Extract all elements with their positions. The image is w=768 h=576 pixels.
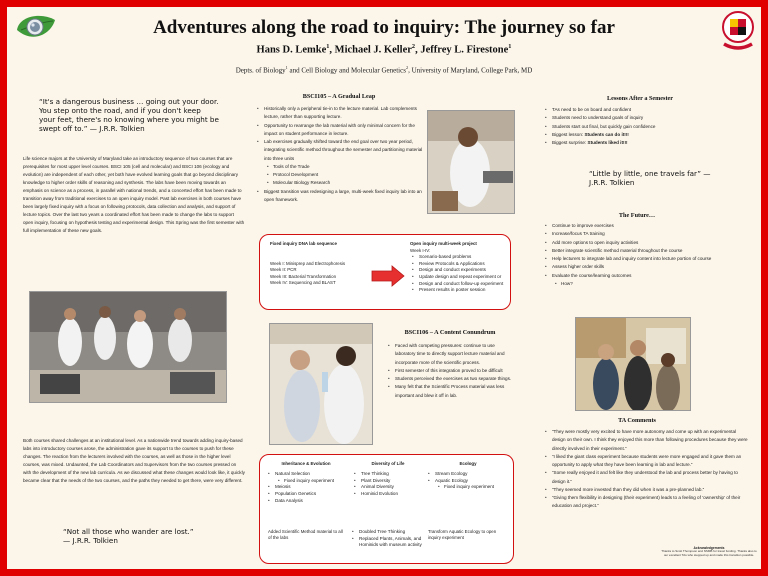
bsci106-item: • Faced with competing pressures: continue to use laboratory time to directly support lecture material and incorporate more of the scientific process. — [388, 342, 514, 367]
unit-item: • Animal Diversity — [354, 484, 426, 491]
affiliation-part-2: and Cell Biology and Molecular Genetics — [287, 66, 406, 75]
open-inquiry-title: Open inquiry multi-week project — [410, 241, 477, 246]
ta-comment: • “Giving them flexibility in designing (their experiment) leads to a feeling of ‘ownership’ of their education and project.” — [545, 494, 749, 511]
tolkien-quote-3: “Little by little, one travels far” — J.R.R. Tolkien — [589, 169, 711, 187]
author-3-affil: 1 — [508, 43, 512, 50]
bsci105-item: • Biggest transition was redesigning a large, multi-week fixed inquiry lab into an open framework. — [257, 188, 427, 205]
affiliation-sup-2: 2 — [405, 65, 409, 70]
author-3: Jeffrey L. Firestone — [420, 44, 509, 56]
poster-title: Adventures along the road to inquiry: The journey so far — [153, 17, 615, 38]
future-item: • Assess higher order skills — [545, 263, 751, 271]
bsci105-subitem: • Protocol Development — [257, 171, 427, 179]
unit-change-ecology: Transform Aquatic Ecology to open inquiry experiment — [428, 529, 497, 541]
author-1-affil: 1 — [326, 43, 330, 50]
bsci105-comparison-box — [259, 234, 511, 310]
transition-arrow — [370, 265, 406, 287]
lesson-text: Biggest surprise: — [552, 140, 588, 146]
unit-heading-diversity: Diversity of Life — [371, 461, 405, 466]
week-item: Week I: Minisprep and Electrophoresis — [270, 261, 346, 266]
bsci105-heading: BSCI105 – A Gradual Leap — [302, 93, 376, 100]
lessons-heading: Lessons After a Semester — [606, 95, 674, 102]
lesson-text: Students start out final, but quickly gain confidence — [552, 123, 656, 129]
lessons-list — [545, 106, 745, 147]
students-group-photo — [575, 317, 691, 411]
unit-item: • Population Genetics — [268, 491, 350, 498]
bsci105-bullets — [257, 105, 427, 204]
unit-heading-inheritance: Inheritance & Evolution — [281, 461, 331, 466]
ta-comments-heading: TA Comments — [618, 417, 656, 424]
unit-item: • Data Analysis — [268, 498, 350, 505]
challenges-paragraph: Both courses shared challenges at an institutional level. As a nationwide trend towards adding inquiry-based labs into introductory courses arose, the administration gave its support to the courses to push for these changes. The reaction from the lecturers involved with the courses, as well as those in the higher level courses, was mixed. Undaunted, the Lab Coordinators and Supervisors from the two courses pressed on with the development of the new lab curricula. As we discussed what these changes would look like, it quickly became clear that the needs of the two courses, and the paths they needed to get there, were very different. — [23, 438, 245, 484]
affiliation-part-1: Depts. of Biology — [235, 66, 286, 75]
future-subitem: • How? — [545, 280, 751, 288]
lesson-emphasis: Students can do it!!! — [584, 131, 629, 137]
future-item: • Better integrate scientific method material throughout the course — [545, 247, 751, 255]
author-1: Hans D. Lemke — [256, 44, 327, 56]
unit-list-diversity — [354, 471, 426, 498]
unit-item: • Stream Ecology — [428, 471, 512, 478]
open-step: • Design and conduct follow-up experiment — [412, 281, 506, 288]
future-heading: The Future… — [618, 212, 656, 219]
lesson-item — [545, 139, 745, 147]
ta-comment: • “They seemed more invested than they did when it was a pre-planned lab.” — [545, 486, 749, 494]
lab-classroom-photo — [29, 291, 227, 403]
lesson-item — [545, 131, 745, 139]
lesson-item — [545, 114, 745, 122]
open-step: • Present results in poster session — [412, 287, 506, 294]
unit-heading-ecology: Ecology — [459, 461, 477, 466]
future-item: • Continue to improve exercises — [545, 222, 751, 230]
open-inquiry-steps — [412, 254, 506, 294]
ta-comment: • “They were mostly very excited to have more autonomy and come up with an experimental design on their own. I think they enjoyed this more than following procedures because they were directly involved in their experiment.” — [545, 428, 749, 453]
bsci106-item: • Many felt that the Scientific Process material was less important and blew it off in lab. — [388, 383, 514, 400]
open-step: • Update design and repeat experiment or — [412, 274, 506, 281]
ta-comment: • “I liked the giant class experiment because students were more engaged and it gave them an opportunity to apply what they have been learning in lab and lecture.” — [545, 453, 749, 470]
tolkien-quote-2: “Not all those who wander are lost.” — J.R.R. Tolkien — [63, 527, 194, 545]
future-item: • Add more options to open inquiry activities — [545, 239, 751, 247]
open-step: • Design and conduct experiments — [412, 267, 506, 274]
bsci106-bullets — [388, 342, 514, 400]
unit-list-inheritance — [268, 471, 350, 504]
lesson-item — [545, 123, 745, 131]
bsci105-item: • Opportunity to rearrange the lab material with only minimal concern for the impact on student performance in lecture. — [257, 122, 427, 139]
unit-change-item: • Replaced Plants, Animals, and Hominids with museum activity — [352, 536, 426, 549]
unit-change-diversity — [352, 529, 426, 549]
bsci106-item: • First semester of this integration proved to be difficult — [388, 367, 514, 375]
week-item: Week IV: Sequencing and BLAST — [270, 280, 336, 286]
unit-item: • Tree Thinking — [354, 471, 426, 478]
museum-activity-photo — [269, 323, 373, 445]
bsci106-heading: BSCI106 – A Content Conundrum — [404, 329, 496, 336]
lesson-item — [545, 106, 745, 114]
lesson-text: Biggest lesson: — [552, 131, 585, 137]
affiliation-part-3: , University of Maryland, College Park, MD — [408, 66, 533, 75]
affiliation — [7, 65, 761, 74]
lesson-emphasis: Students liked it!!! — [587, 140, 628, 146]
unit-item: • Hominid Evolution — [354, 491, 426, 498]
unit-item: • Plant Diversity — [354, 478, 426, 485]
unit-change-inheritance: Added Scientific Method material to all of the labs — [268, 529, 343, 541]
bsci105-item: • Historically only a peripheral tie-in to the lecture material. Lab complements lecture, rather than supporting lecture. — [257, 105, 427, 122]
bsci105-subitem: • Tools of the Trade — [257, 163, 427, 171]
lesson-text: TAs need to be on board and confident — [552, 107, 632, 112]
fixed-inquiry-weeks — [270, 261, 380, 287]
week-item: Week III: Bacterial Transformation — [270, 273, 337, 279]
author-2-affil: 2 — [411, 43, 416, 50]
bsci106-units-box — [259, 454, 514, 564]
unit-change-item: • Doubled Tree Thinking — [352, 529, 426, 536]
fixed-inquiry-title: Fixed inquiry DNA lab sequence — [270, 241, 337, 246]
acknowledgements — [659, 546, 759, 558]
pipetting-student-photo — [427, 110, 515, 214]
future-item: • Increase/focus TA training — [545, 230, 751, 238]
future-item: • Evaluate the course/learning outcomes — [545, 272, 751, 280]
acknowledgements-text: Thanks to Scott Thompson and NSMB for travel funding. Thanks also to our excellent TAs who stepped up and made this transition possible. — [661, 549, 757, 557]
author-list: Hans D. Lemke$^1$, Michael J. Keller$^2$, Jeffrey L. Firestone$^1$ — [256, 43, 512, 56]
bsci105-item: • Lab exercises gradually shifted toward the end goal over two year period, integrating scientific method throughout the semester and partitioning material into three units — [257, 138, 427, 163]
author-2: Michael J. Keller — [334, 44, 412, 56]
ta-comment: • “Some really enjoyed it and felt like they understood the lab and process better by having to design it.” — [545, 469, 749, 486]
bsci106-item: • Students perceived the exercises as two separate things. — [388, 375, 514, 383]
open-step: • Scenario-based problems — [412, 254, 506, 261]
unit-subitem: • Fixed inquiry experiment — [268, 478, 350, 485]
intro-paragraph: Life science majors at the University of Maryland take an introductory sequence of two courses that are prerequisites for most upper level courses. BSCI 105 (cell and molecular) and BSCI 106 (ecology and evolution) are independent of each other, yet both have evolved learning goals that go beyond disciplinary knowledge to higher order skills of reasoning and synthesis. The labs have been moving towards an emphasis on science as a process, in parallel with national trends, and a concerted effort has been made to transition away from traditional exercises to an open inquiry model. Past lab exercises in both courses have been largely fixed inquiry with a focus on following protocols, data collection and analysis, and support of lecture topics. Over the last two years a coordinated effort has been made to change the labs to support open inquiry, focusing on hypothesis testing and experimental design. This Spring was the first semester with full implementation of these new goals. — [23, 156, 245, 234]
unit-list-ecology — [428, 471, 512, 491]
unit-item: • Natural Selection — [268, 471, 350, 478]
open-inquiry-weeks: Week I-IV: — [410, 248, 431, 253]
future-list — [545, 222, 751, 288]
ta-comments-list — [545, 428, 749, 511]
week-item: Week II: PCR — [270, 267, 297, 273]
unit-item: • Aquatic Ecology — [428, 478, 512, 485]
open-step: • Review Protocols & Applications — [412, 261, 506, 268]
affiliation-sup-1: 1 — [285, 65, 288, 70]
poster — [7, 7, 761, 569]
tolkien-quote-1: “It's a dangerous business … going out your door. You step onto the road, and if you don't keep your feet, there's no knowing where you might be swept off to.” — J.R.R. Tolkien — [39, 97, 219, 133]
lesson-text: Students need to understand goals of inquiry — [552, 115, 644, 121]
acknowledgements-title: Acknowledgements — [693, 546, 725, 550]
unit-subitem: • Fixed inquiry experiment — [428, 484, 512, 491]
future-item: • Help lecturers to integrate lab and inquiry content into lecture portion of course — [545, 255, 751, 263]
unit-item: • Meiosis — [268, 484, 350, 491]
bsci105-subitem: • Molecular Biology Research — [257, 179, 427, 187]
